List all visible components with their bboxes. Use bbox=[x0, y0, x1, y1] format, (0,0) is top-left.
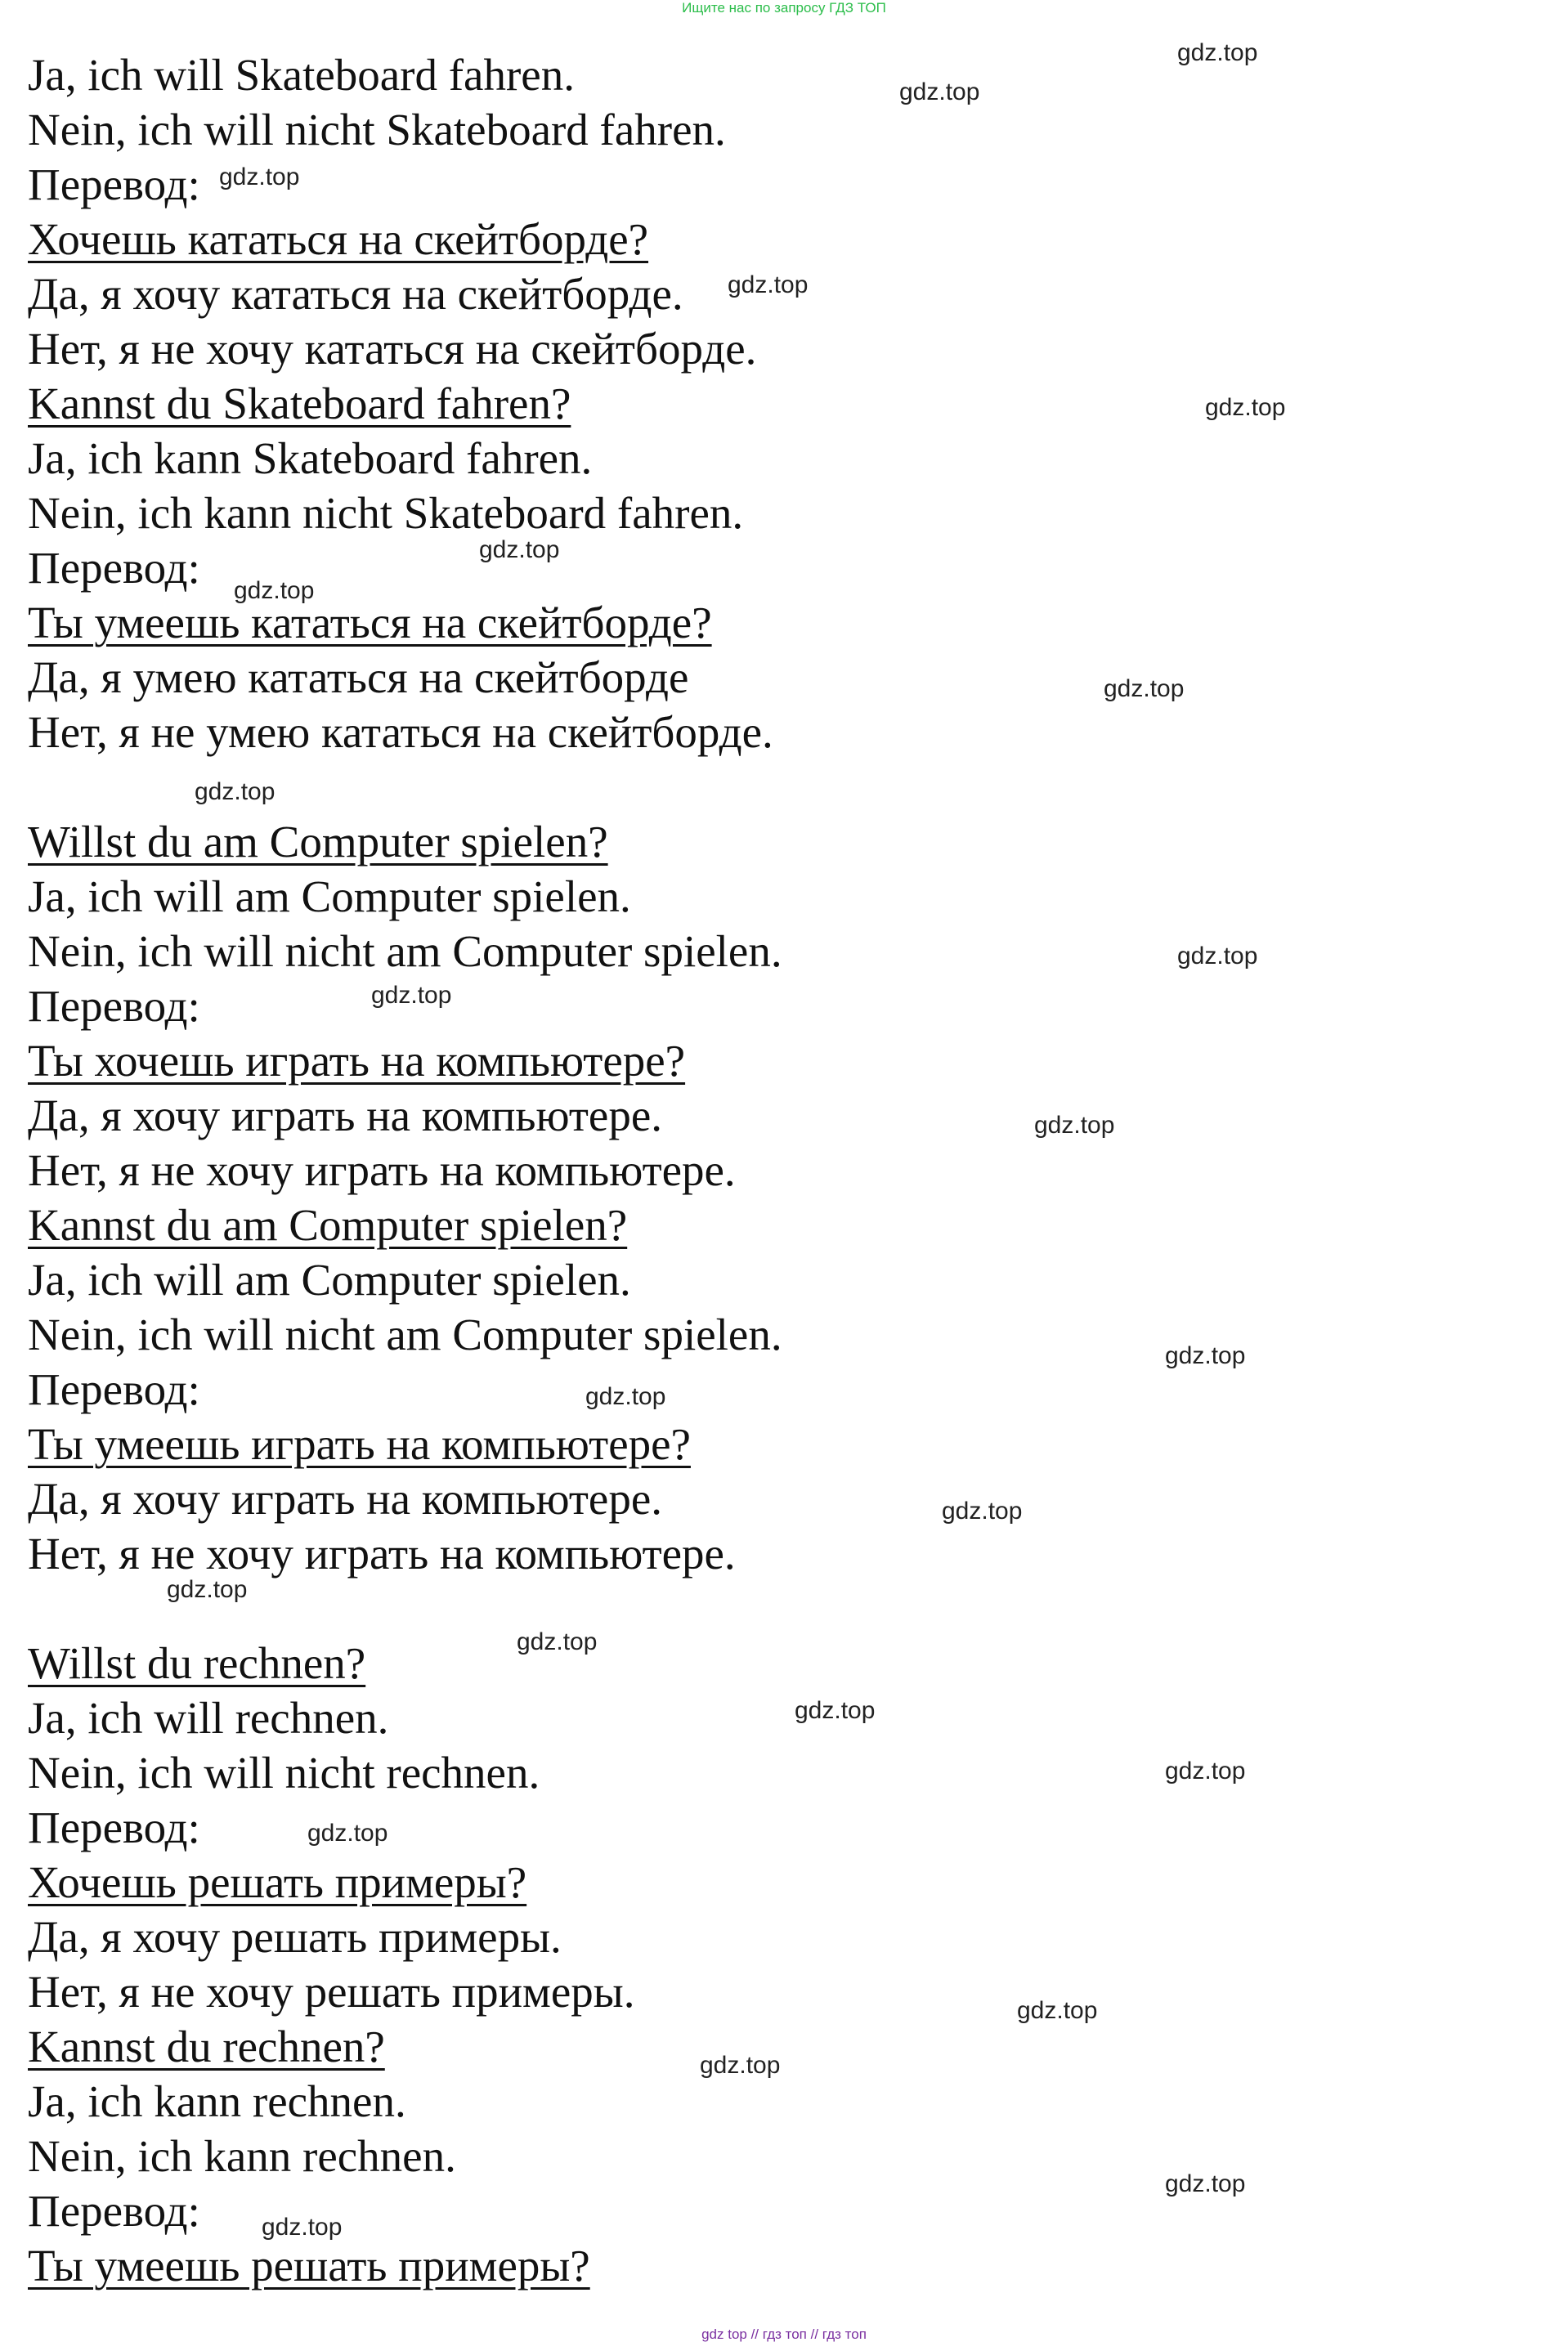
answer-line: Ja, ich will am Computer spielen. bbox=[28, 871, 631, 921]
watermark: gdz.top bbox=[1165, 2170, 1246, 2197]
watermark: gdz.top bbox=[479, 536, 560, 563]
watermark: gdz.top bbox=[795, 1697, 876, 1724]
question-line: Willst du rechnen? bbox=[28, 1638, 366, 1688]
answer-line: Нет, я не хочу играть на компьютере. bbox=[28, 1529, 736, 1579]
answer-line: Перевод: bbox=[28, 1802, 200, 1852]
top-banner[interactable]: Ищите нас по запросу ГДЗ ТОП bbox=[682, 0, 886, 16]
watermark: gdz.top bbox=[585, 1383, 666, 1410]
answer-line: Да, я хочу кататься на скейтборде. bbox=[28, 269, 683, 319]
answer-line: Nein, ich will nicht am Computer spielen. bbox=[28, 926, 782, 976]
answer-line: Nein, ich kann nicht Skateboard fahren. bbox=[28, 488, 744, 538]
answer-line: Nein, ich will nicht Skateboard fahren. bbox=[28, 105, 726, 154]
watermark: gdz.top bbox=[1017, 1997, 1098, 2024]
footer-links[interactable]: gdz top // гдз топ // гдз топ bbox=[701, 2326, 867, 2342]
answer-line: Нет, я не хочу играть на компьютере. bbox=[28, 1145, 736, 1195]
watermark: gdz.top bbox=[517, 1628, 598, 1655]
answer-line: Перевод: bbox=[28, 2186, 200, 2236]
question-line: Willst du am Computer spielen? bbox=[28, 817, 608, 867]
watermark: gdz.top bbox=[1177, 943, 1258, 970]
watermark: gdz.top bbox=[219, 163, 300, 190]
watermark: gdz.top bbox=[1034, 1112, 1115, 1139]
question-line: Kannst du Skateboard fahren? bbox=[28, 378, 571, 428]
answer-line: Да, я хочу играть на компьютере. bbox=[28, 1474, 662, 1524]
watermark: gdz.top bbox=[167, 1576, 248, 1603]
answer-line: Нет, я не хочу решать примеры. bbox=[28, 1967, 635, 2017]
question-line: Ты умеешь играть на компьютере? bbox=[28, 1419, 691, 1469]
answer-line: Да, я умею кататься на скейтборде bbox=[28, 652, 689, 702]
answer-line: Перевод: bbox=[28, 981, 200, 1031]
answer-line: Нет, я не хочу кататься на скейтборде. bbox=[28, 324, 757, 374]
question-line: Хочешь кататься на скейтборде? bbox=[28, 214, 649, 264]
watermark: gdz.top bbox=[700, 2052, 781, 2079]
answer-line: Nein, ich will nicht rechnen. bbox=[28, 1748, 540, 1798]
answer-line: Перевод: bbox=[28, 543, 200, 593]
watermark: gdz.top bbox=[307, 1820, 388, 1847]
answer-line: Nein, ich will nicht am Computer spielen. bbox=[28, 1310, 782, 1359]
watermark: gdz.top bbox=[1104, 675, 1185, 702]
watermark: gdz.top bbox=[262, 2214, 343, 2241]
answer-line: Нет, я не умею кататься на скейтборде. bbox=[28, 707, 773, 757]
answer-line: Перевод: bbox=[28, 1364, 200, 1414]
exercise-text bbox=[28, 47, 1499, 2293]
answer-line: Nein, ich kann rechnen. bbox=[28, 2131, 456, 2181]
answer-line: Ja, ich kann Skateboard fahren. bbox=[28, 433, 593, 483]
watermark: gdz.top bbox=[371, 982, 452, 1009]
answer-line: Ja, ich will Skateboard fahren. bbox=[28, 50, 575, 100]
spacer bbox=[28, 1581, 1499, 1636]
answer-line: Перевод: bbox=[28, 159, 200, 209]
question-line: Ты хочешь играть на компьютере? bbox=[28, 1036, 686, 1086]
answer-line: Ja, ich will am Computer spielen. bbox=[28, 1255, 631, 1305]
watermark: gdz.top bbox=[1205, 394, 1286, 421]
question-line: Kannst du rechnen? bbox=[28, 2022, 385, 2071]
question-line: Ты умеешь решать примеры? bbox=[28, 2241, 590, 2291]
answer-line: Ja, ich will rechnen. bbox=[28, 1693, 389, 1743]
watermark: gdz.top bbox=[942, 1498, 1023, 1525]
answer-line: Да, я хочу играть на компьютере. bbox=[28, 1090, 662, 1140]
question-line: Ты умеешь кататься на скейтборде? bbox=[28, 598, 712, 647]
watermark: gdz.top bbox=[899, 78, 980, 105]
watermark: gdz.top bbox=[234, 577, 315, 604]
question-line: Хочешь решать примеры? bbox=[28, 1857, 527, 1907]
watermark: gdz.top bbox=[195, 778, 276, 805]
watermark: gdz.top bbox=[1165, 1342, 1246, 1369]
watermark: gdz.top bbox=[1177, 39, 1258, 66]
question-line: Kannst du am Computer spielen? bbox=[28, 1200, 628, 1250]
answer-line: Ja, ich kann rechnen. bbox=[28, 2076, 406, 2126]
watermark: gdz.top bbox=[1165, 1758, 1246, 1785]
answer-line: Да, я хочу решать примеры. bbox=[28, 1912, 562, 1962]
watermark: gdz.top bbox=[728, 271, 809, 298]
